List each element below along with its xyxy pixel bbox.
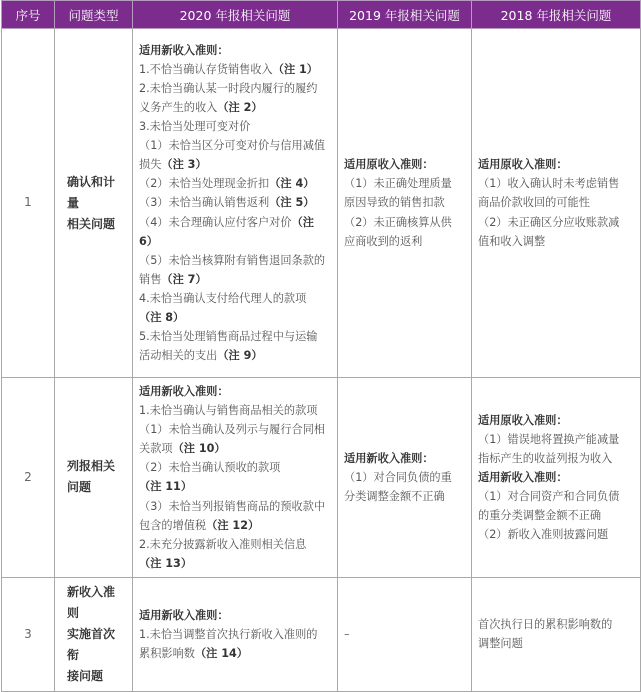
cell-line: 相关问题: [67, 216, 116, 231]
note-ref: （注 2）: [217, 100, 263, 114]
note-ref: （注 9）: [217, 349, 263, 363]
cell-line: 确认和计量: [67, 174, 116, 210]
item-text: 3.未恰当处理可变对价: [139, 120, 251, 134]
item-text: 累积影响数: [139, 646, 195, 660]
header-2018: 2018 年报相关问题: [472, 1, 641, 29]
note-ref: （注 14）: [194, 646, 248, 660]
cell-line: [139, 117, 331, 136]
cell-line: [478, 430, 634, 449]
cell-line: [344, 449, 465, 468]
item-text: –: [344, 627, 350, 641]
cell-line: [139, 420, 331, 439]
row-2018-issues: [472, 378, 641, 578]
row-2020-issues: [133, 29, 338, 378]
item-text: 包含的增值税: [139, 518, 207, 532]
cell-line: [139, 382, 331, 401]
note-ref: （注 13）: [139, 556, 193, 570]
item-text: （2）未恰当确认预收的款项: [139, 461, 281, 475]
note-ref: （注 10）: [172, 442, 226, 456]
cell-line: [139, 136, 331, 155]
cell-line: [139, 554, 331, 573]
cell-line: [139, 308, 331, 327]
row-seq: 1: [2, 29, 55, 378]
cell-line: 接问题: [67, 668, 104, 683]
cell-line: [139, 458, 331, 496]
item-text: 1.不恰当确认存货销售收入: [139, 62, 273, 76]
item-text: 原因导致的销售扣款: [344, 196, 445, 210]
cell-line: [139, 327, 331, 346]
cell-line: [478, 468, 634, 487]
table-header-row: [2, 1, 641, 29]
item-text: （3）未恰当列报销售商品的预收款中: [139, 499, 326, 513]
cell-line: [139, 251, 331, 270]
cell-line: [478, 449, 634, 468]
section-heading: 适用新收入准则：: [344, 451, 434, 465]
cell-line: [139, 606, 331, 625]
item-text: 5.未恰当处理销售商品过程中与运输: [139, 330, 318, 344]
item-text: （4）未合理确认应付客户对价: [139, 215, 292, 229]
item-text: （2）未正确核算从供: [344, 215, 452, 229]
item-text: 2.未恰当确认某一时段内履行的履约: [139, 81, 318, 95]
cell-line: [139, 98, 331, 117]
item-text: 义务产生的收入: [139, 100, 218, 114]
section-heading: 适用新收入准则：: [139, 43, 229, 57]
cell-line: [139, 155, 331, 174]
section-heading: 适用原收入准则：: [478, 413, 568, 427]
cell-line: [139, 193, 331, 212]
note-ref: （注 12）: [206, 518, 260, 532]
item-text: 1.未恰当确认与销售商品相关的款项: [139, 404, 318, 418]
item-text: 活动相关的支出: [139, 349, 218, 363]
cell-line: 新收入准则: [67, 584, 116, 620]
item-text: （1）未恰当确认及列示与履行合同相: [139, 423, 326, 437]
cell-line: 实施首次衔: [67, 626, 116, 662]
cell-line: [139, 497, 331, 516]
cell-line: [139, 213, 331, 251]
header-2019: 2019 年报相关问题: [338, 1, 472, 29]
cell-line: [478, 634, 634, 653]
item-text: （2）未恰当处理现金折扣: [139, 177, 270, 191]
note-ref: （注 8）: [139, 311, 185, 325]
row-2019-issues: [338, 577, 472, 691]
cell-line: [478, 525, 634, 544]
cell-line: [478, 411, 634, 430]
item-text: 1.未恰当调整首次执行新收入准则的: [139, 627, 318, 641]
cell-line: [344, 213, 465, 232]
cell-line: [139, 346, 331, 365]
item-text: （1）对合同负债的重: [344, 470, 452, 484]
item-text: （1）未正确处理质量: [344, 177, 452, 191]
row-category: [55, 378, 133, 578]
row-category: [55, 29, 133, 378]
cell-line: [344, 468, 465, 487]
item-text: 值和收入调整: [478, 234, 546, 248]
item-text: 损失: [139, 158, 162, 172]
header-seq: 序号: [2, 1, 55, 29]
cell-line: [478, 193, 634, 212]
item-text: （5）未恰当核算附有销售退回条款的: [139, 253, 326, 267]
header-2020: 2020 年报相关问题: [133, 1, 338, 29]
item-text: 关款项: [139, 442, 173, 456]
table-row: [2, 577, 641, 691]
item-text: 的重分类调整金额不正确: [478, 509, 602, 523]
item-text: 销售: [139, 272, 162, 286]
note-ref: （注 7）: [161, 272, 207, 286]
item-text: 指标产生的收益列报为收入: [478, 451, 613, 465]
cell-line: [478, 213, 634, 232]
item-text: （1）未恰当区分可变对价与信用减值: [139, 139, 326, 153]
cell-line: [478, 155, 634, 174]
table-row: [2, 378, 641, 578]
row-2018-issues: [472, 577, 641, 691]
cell-line: [139, 439, 331, 458]
cell-line: [344, 174, 465, 193]
note-ref: （注 1）: [272, 62, 318, 76]
note-ref: （注 4）: [269, 177, 315, 191]
item-text: 应商收到的返利: [344, 234, 423, 248]
item-text: 商品价款收回的可能性: [478, 196, 590, 210]
row-2020-issues: [133, 577, 338, 691]
cell-line: 列报相关: [67, 459, 116, 474]
section-heading: 适用新收入准则：: [478, 470, 568, 484]
cell-line: [478, 506, 634, 525]
cell-line: [139, 644, 331, 663]
row-seq: 3: [2, 577, 55, 691]
item-text: （3）未恰当确认销售返利: [139, 196, 270, 210]
cell-line: [139, 79, 331, 98]
section-heading: 适用原收入准则：: [478, 158, 568, 172]
item-text: 2.未充分披露新收入准则相关信息: [139, 537, 307, 551]
cell-line: [344, 487, 465, 506]
cell-line: [478, 487, 634, 506]
row-category: [55, 577, 133, 691]
table-body: [2, 29, 641, 692]
cell-line: [139, 270, 331, 289]
revenue-issues-table: [1, 0, 641, 692]
row-2018-issues: [472, 29, 641, 378]
header-category: 问题类型: [55, 1, 133, 29]
cell-line: [478, 615, 634, 634]
item-text: 分类调整金额不正确: [344, 490, 445, 504]
cell-line: [139, 625, 331, 644]
row-2020-issues: [133, 378, 338, 578]
item-text: 4.未恰当确认支付给代理人的款项: [139, 291, 307, 305]
section-heading: 适用原收入准则：: [344, 158, 434, 172]
cell-line: [139, 289, 331, 308]
cell-line: [478, 232, 634, 251]
item-text: （2）新收入准则披露问题: [478, 528, 609, 542]
note-ref: （注 6）: [139, 215, 318, 248]
cell-line: [139, 174, 331, 193]
row-2019-issues: [338, 29, 472, 378]
cell-line: [344, 625, 465, 644]
note-ref: （注 5）: [269, 196, 315, 210]
cell-line: [139, 60, 331, 79]
section-heading: 适用新收入准则：: [139, 608, 229, 622]
row-seq: 2: [2, 378, 55, 578]
cell-line: [139, 401, 331, 420]
note-ref: （注 3）: [161, 158, 207, 172]
note-ref: （注 11）: [139, 480, 193, 494]
item-text: 调整问题: [478, 637, 523, 651]
cell-line: [344, 232, 465, 251]
cell-line: [139, 516, 331, 535]
cell-line: [344, 193, 465, 212]
item-text: （1）对合同资产和合同负债: [478, 490, 620, 504]
cell-line: [139, 41, 331, 60]
item-text: 首次执行日的累积影响数的: [478, 618, 613, 632]
item-text: （1）错误地将置换产能减量: [478, 432, 620, 446]
cell-line: [139, 535, 331, 554]
item-text: （2）未正确区分应收账款减: [478, 215, 620, 229]
row-2019-issues: [338, 378, 472, 578]
cell-line: [344, 155, 465, 174]
item-text: （1）收入确认时未考虑销售: [478, 177, 620, 191]
section-heading: 适用新收入准则：: [139, 385, 229, 398]
cell-line: 问题: [67, 480, 92, 495]
cell-line: [478, 174, 634, 193]
table-row: [2, 29, 641, 378]
